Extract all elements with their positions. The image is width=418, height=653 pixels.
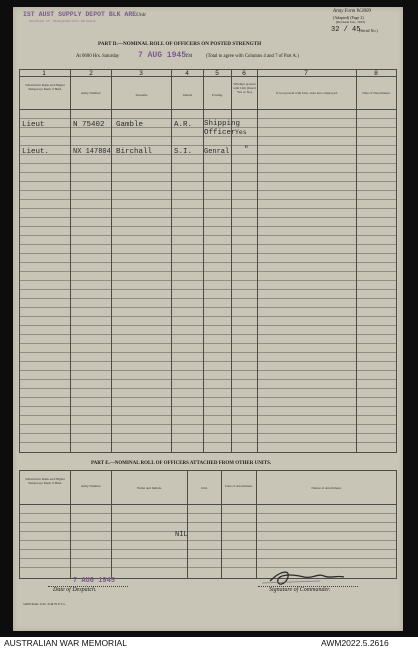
- form-number: Army Form W.3009: [333, 9, 371, 14]
- cell-present: ": [244, 146, 249, 154]
- header-date-detachment: Date of Detachment.: [362, 91, 391, 95]
- part-d-title: PART D.—NOMINAL ROLL OF OFFICERS ON POSTED STRENGTH: [98, 41, 262, 47]
- header-surname: Surname: [135, 93, 148, 97]
- cell-posting: Shipping Officer: [204, 120, 241, 137]
- form-revision: (Revision Jan., 1943): [336, 20, 366, 24]
- total-note: (Total to agree with Columns 4 and 7 of Part A.): [206, 54, 299, 59]
- year-suffix: 194: [185, 54, 193, 59]
- cell-initials: S.I.: [174, 148, 193, 156]
- header-nature-attachment: Nature of Attachment.: [311, 486, 342, 490]
- form-adapted: (Adapted) (Page 2): [333, 15, 364, 20]
- header-posting: Posting.: [211, 93, 224, 97]
- header-name-initials: Name and Initials.: [137, 486, 162, 490]
- date-stamp: 7 AUG 1945: [138, 51, 187, 60]
- serial-label: (Serial No.): [359, 28, 378, 33]
- header-rank: Substantive Rank and Higher Temporary Rank if Held.: [25, 83, 65, 91]
- despatch-label: Date of Despatch.: [53, 587, 97, 593]
- unit-label: Unit: [136, 12, 146, 18]
- header-initials: Initials: [182, 93, 193, 97]
- column-number: 1: [42, 70, 46, 77]
- column-number: 6: [242, 70, 246, 77]
- unit-substamp: ADDRESS OF HEADQUARTERS BRIGADE: [29, 20, 96, 24]
- cell-rank: Lieut: [22, 121, 45, 129]
- column-number: 8: [374, 70, 378, 77]
- serial-number: 32 / 45: [331, 26, 361, 34]
- cell-army-number: N 75402: [73, 121, 105, 129]
- header-employed: If not present with Unit, state how employed.: [276, 91, 338, 95]
- cell-army-number: NX 147804: [73, 148, 111, 156]
- despatch-date-stamp: 7 AUG 1945: [73, 577, 116, 585]
- print-note: 5,000 Pads. 2/43. 3/44 W P Co.: [23, 602, 66, 606]
- header-date-attachment: Date of Attachment.: [225, 484, 253, 488]
- header-rank: Substantive Rank and Higher Temporary Rank if Held.: [25, 477, 65, 485]
- nil-entry: NIL: [175, 531, 188, 539]
- column-number: 4: [185, 70, 189, 77]
- signature-label: Signature of Commander.: [269, 587, 331, 593]
- header-army-number: Army Number.: [80, 484, 102, 488]
- cell-surname: Gamble: [116, 121, 144, 129]
- cell-rank: Lieut.: [22, 148, 50, 156]
- cell-initials: A.R.: [174, 121, 193, 129]
- caption-accession: AWM2022.5.2616: [321, 638, 389, 648]
- column-number: 2: [89, 70, 93, 77]
- part-e-title: PART E.—NOMINAL ROLL OF OFFICERS ATTACHED FROM OTHER UNITS.: [91, 461, 272, 466]
- column-number: 3: [139, 70, 143, 77]
- form-sheet: [13, 7, 403, 631]
- caption-institution: AUSTRALIAN WAR MEMORIAL: [4, 638, 127, 648]
- cell-present: Yes: [235, 129, 247, 136]
- unit-stamp: IST AUST SUPPLY DEPOT BLK ARE: [23, 11, 137, 18]
- header-unit: Unit.: [201, 486, 208, 490]
- cell-posting: Genral: [204, 148, 230, 156]
- signature-text: [263, 570, 267, 571]
- header-army-number: Army Number.: [80, 91, 102, 95]
- column-number: 7: [304, 70, 308, 77]
- cell-surname: Birchall: [116, 148, 153, 156]
- time-prefix: At 0600 Hrs. Saturday: [76, 54, 120, 59]
- header-present: Whether present with Unit (Insert Yes or No): [233, 82, 256, 94]
- column-number: 5: [215, 70, 219, 77]
